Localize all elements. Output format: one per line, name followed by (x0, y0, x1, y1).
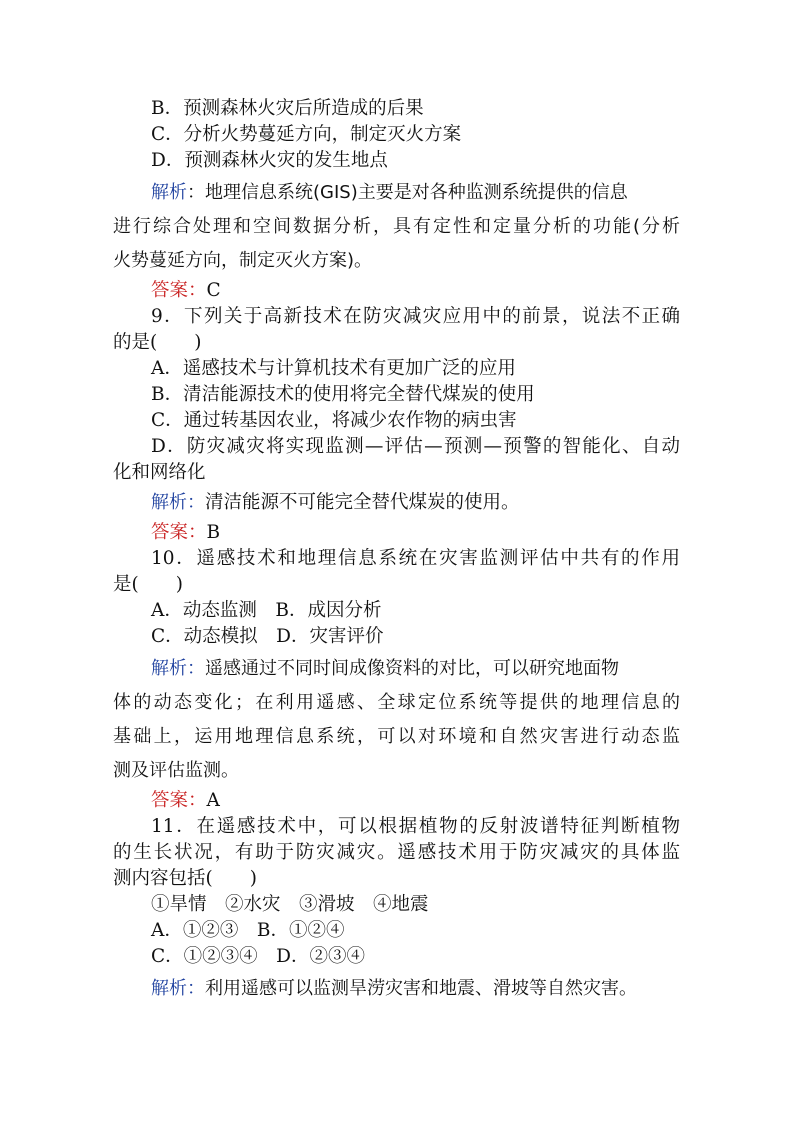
q9-option-d-cont: 化和网络化 (113, 462, 206, 483)
q9-option-c: C．通过转基因农业，将减少农作物的病虫害 (151, 410, 517, 431)
q11-stem-line-3: 测内容包括( ) (113, 868, 257, 889)
analysis-label: 解析 (151, 492, 187, 513)
q8-analysis-line-2: 进行综合处理和空间数据分析，具有定性和定量分析的功能(分析 (113, 216, 680, 237)
q9-option-b: B．清洁能源技术的使用将完全替代煤炭的使用 (151, 384, 535, 405)
q8-option-c: C．分析火势蔓延方向，制定灭火方案 (151, 124, 462, 145)
analysis-label: 解析 (151, 978, 187, 999)
q10-stem-line-1: 10．遥感技术和地理信息系统在灾害监测评估中共有的作用 (151, 548, 680, 569)
answer-label: 答案 (151, 790, 189, 811)
q8-option-d: D．预测森林火灾的发生地点 (151, 150, 388, 171)
q9-stem-line-1: 9．下列关于高新技术在防灾减灾应用中的前景，说法不正确 (151, 306, 680, 327)
q10-analysis-line-3: 基础上，运用地理信息系统，可以对环境和自然灾害进行动态监 (113, 726, 680, 747)
q11-stem-line-1: 11．在遥感技术中，可以根据植物的反射波谱特征判断植物 (151, 816, 680, 837)
q9-answer: 答案：B (151, 522, 221, 543)
q10-options-ab: A．动态监测 B．成因分析 (151, 600, 382, 621)
answer-label: 答案 (151, 522, 189, 543)
q8-analysis-line-1: 解析：地理信息系统(GIS)主要是对各种监测系统提供的信息 (151, 182, 628, 203)
q9-stem-line-2: 的是( ) (113, 332, 202, 353)
answer-label: 答案 (151, 280, 189, 301)
q11-stem-line-2: 的生长状况，有助于防灾减灾。遥感技术用于防灾减灾的具体监 (113, 842, 680, 863)
q11-options-ab: A．①②③ B．①②④ (151, 920, 345, 941)
answer-value: B (206, 522, 221, 543)
q10-analysis-line-4: 测及评估监测。 (113, 760, 239, 781)
analysis-label: 解析 (151, 658, 187, 679)
q8-option-b: B．预测森林火灾后所造成的后果 (151, 98, 424, 119)
q10-options-cd: C．动态模拟 D．灾害评价 (151, 626, 384, 647)
q9-analysis: 解析：清洁能源不可能完全替代煤炭的使用。 (151, 492, 520, 513)
q11-options-cd: C．①②③④ D．②③④ (151, 946, 365, 967)
q10-answer: 答案：A (151, 790, 220, 811)
q10-analysis-line-2: 体的动态变化；在利用遥感、全球定位系统等提供的地理信息的 (113, 692, 680, 713)
q9-option-d: D．防灾减灾将实现监测—评估—预测—预警的智能化、自动 (151, 436, 680, 457)
q8-answer: 答案：C (151, 280, 221, 301)
answer-value: A (206, 790, 220, 811)
answer-value: C (206, 280, 221, 301)
q10-analysis-line-1: 解析：遥感通过不同时间成像资料的对比，可以研究地面物 (151, 658, 619, 679)
q11-analysis: 解析：利用遥感可以监测旱涝灾害和地震、滑坡等自然灾害。 (151, 978, 637, 999)
q8-analysis-line-3: 火势蔓延方向，制定灭火方案)。 (113, 250, 373, 271)
q10-stem-line-2: 是( ) (113, 574, 183, 595)
q9-option-a: A．遥感技术与计算机技术有更加广泛的应用 (151, 358, 516, 379)
q11-items: ①旱情 ②水灾 ③滑坡 ④地震 (151, 894, 429, 915)
analysis-label: 解析 (151, 182, 187, 203)
